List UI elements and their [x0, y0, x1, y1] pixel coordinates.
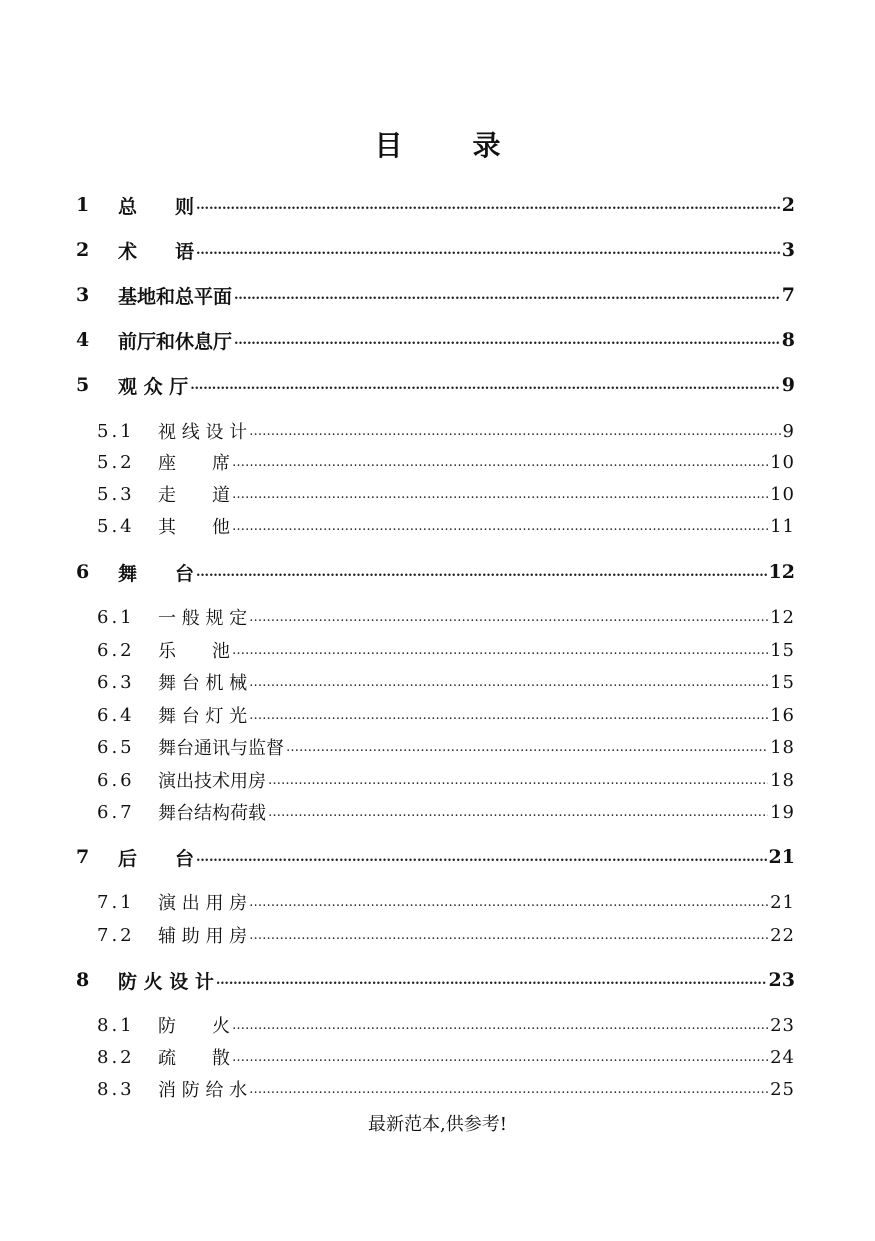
toc-entry-page: 24	[770, 1046, 795, 1068]
toc-entry-number: 6.1	[97, 606, 135, 628]
toc-section-row[interactable]	[0, 667, 875, 697]
page-title-right: 录	[472, 129, 501, 162]
toc-leader-dots	[216, 973, 767, 988]
toc-section-row[interactable]	[0, 1042, 875, 1072]
toc-entry-page: 15	[770, 671, 795, 693]
toc-section-row[interactable]	[0, 602, 875, 632]
toc-entry-number: 7.2	[97, 924, 135, 946]
toc-entry-number: 6.5	[97, 736, 135, 758]
toc-entry-number: 2	[76, 239, 90, 261]
page-title-left: 目	[374, 129, 403, 162]
toc-section-row[interactable]	[0, 635, 875, 665]
toc-entry-title: 演出技术用房	[158, 771, 266, 792]
toc-section-row[interactable]	[0, 765, 875, 795]
toc-entry-page: 23	[768, 969, 795, 991]
toc-entry-number: 8	[76, 969, 90, 991]
toc-entry-title: 舞 台 灯 光	[158, 706, 248, 727]
toc-entry-title: 其 他	[158, 517, 230, 538]
toc-leader-dots	[196, 243, 780, 258]
toc-entry-title: 疏 散	[158, 1048, 230, 1069]
toc-entry-title: 座 席	[158, 453, 230, 474]
toc-entry-page: 9	[782, 420, 795, 442]
toc-section-row[interactable]	[0, 1074, 875, 1104]
toc-entry-title: 基地和总平面	[118, 285, 233, 308]
toc-leader-dots	[249, 610, 768, 625]
toc-entry-page: 22	[770, 924, 795, 946]
toc-chapter-row[interactable]	[0, 325, 875, 355]
toc-entry-page: 21	[770, 891, 795, 913]
toc-entry-page: 12	[768, 561, 795, 583]
toc-entry-page: 11	[770, 515, 795, 537]
toc-entry-page: 9	[781, 374, 795, 396]
toc-entry-title: 演 出 用 房	[158, 893, 248, 914]
toc-entry-number: 5.2	[97, 451, 135, 473]
toc-leader-dots	[196, 850, 767, 865]
toc-entry-title: 乐 池	[158, 641, 230, 662]
toc-entry-title: 一 般 规 定	[158, 608, 248, 629]
toc-leader-dots	[249, 895, 768, 910]
toc-section-row[interactable]	[0, 700, 875, 730]
toc-chapter-row[interactable]	[0, 965, 875, 995]
toc-entry-number: 7.1	[97, 891, 135, 913]
toc-entry-page: 15	[770, 639, 795, 661]
toc-entry-page: 21	[768, 846, 795, 868]
toc-leader-dots	[234, 333, 780, 348]
toc-entry-number: 7	[76, 846, 90, 868]
toc-leader-dots	[232, 1050, 768, 1065]
toc-leader-dots	[232, 519, 768, 534]
toc-chapter-row[interactable]	[0, 842, 875, 872]
toc-leader-dots	[196, 565, 767, 580]
toc-entry-number: 6.4	[97, 704, 135, 726]
toc-section-row[interactable]	[0, 479, 875, 509]
toc-entry-number: 8.2	[97, 1046, 135, 1068]
page-title	[0, 122, 875, 166]
toc-leader-dots	[232, 1018, 768, 1033]
toc-entry-title: 防 火 设 计	[118, 970, 214, 993]
toc-entry-page: 10	[770, 451, 795, 473]
toc-section-row[interactable]	[0, 511, 875, 541]
toc-leader-dots	[249, 928, 768, 943]
toc-section-row[interactable]	[0, 732, 875, 762]
toc-leader-dots	[232, 643, 768, 658]
toc-leader-dots	[249, 1082, 768, 1097]
toc-entry-page: 10	[770, 483, 795, 505]
toc-entry-number: 6.3	[97, 671, 135, 693]
toc-leader-dots	[232, 487, 768, 502]
toc-entry-title: 舞 台	[118, 562, 195, 585]
toc-section-row[interactable]	[0, 920, 875, 950]
toc-entry-number: 5.4	[97, 515, 135, 537]
toc-chapter-row[interactable]	[0, 557, 875, 587]
toc-section-row[interactable]	[0, 797, 875, 827]
toc-entry-title: 舞台通讯与监督	[158, 738, 284, 759]
toc-entry-page: 25	[770, 1078, 795, 1100]
toc-entry-title: 防 火	[158, 1016, 230, 1037]
toc-chapter-row[interactable]	[0, 190, 875, 220]
toc-entry-title: 舞台结构荷载	[158, 803, 266, 824]
toc-entry-number: 5	[76, 374, 90, 396]
toc-leader-dots	[232, 455, 768, 470]
toc-leader-dots	[249, 708, 768, 723]
toc-leader-dots	[268, 805, 768, 820]
toc-leader-dots	[286, 740, 768, 755]
toc-entry-title: 前厅和休息厅	[118, 330, 233, 353]
toc-entry-page: 2	[781, 194, 795, 216]
footer-note: 最新范本,供参考!	[368, 1114, 507, 1135]
toc-leader-dots	[190, 378, 780, 393]
toc-entry-number: 6	[76, 561, 90, 583]
toc-entry-number: 3	[76, 284, 90, 306]
toc-entry-page: 19	[770, 801, 795, 823]
toc-section-row[interactable]	[0, 1010, 875, 1040]
toc-leader-dots	[234, 288, 780, 303]
toc-entry-title: 术 语	[118, 240, 195, 263]
toc-entry-page: 18	[770, 769, 795, 791]
toc-entry-number: 6.7	[97, 801, 135, 823]
toc-entry-number: 5.3	[97, 483, 135, 505]
toc-entry-page: 7	[781, 284, 795, 306]
toc-leader-dots	[268, 773, 768, 788]
toc-entry-number: 1	[76, 194, 90, 216]
toc-chapter-row[interactable]	[0, 370, 875, 400]
toc-entry-title: 总 则	[118, 195, 195, 218]
toc-entry-title: 视 线 设 计	[158, 422, 248, 443]
toc-chapter-row[interactable]	[0, 280, 875, 310]
toc-leader-dots	[196, 198, 780, 213]
toc-entry-title: 舞 台 机 械	[158, 673, 248, 694]
toc-entry-number: 8.1	[97, 1014, 135, 1036]
toc-entry-title: 消 防 给 水	[158, 1080, 248, 1101]
toc-entry-number: 5.1	[97, 420, 135, 442]
toc-section-row[interactable]	[0, 447, 875, 477]
toc-section-row[interactable]	[0, 887, 875, 917]
toc-entry-number: 6.2	[97, 639, 135, 661]
toc-entry-number: 6.6	[97, 769, 135, 791]
toc-entry-page: 3	[781, 239, 795, 261]
toc-entry-title: 观 众 厅	[118, 375, 189, 398]
toc-entry-title: 辅 助 用 房	[158, 926, 248, 947]
toc-leader-dots	[249, 675, 768, 690]
toc-entry-title: 走 道	[158, 485, 230, 506]
toc-chapter-row[interactable]	[0, 235, 875, 265]
toc-leader-dots	[249, 424, 780, 439]
toc-section-row[interactable]	[0, 416, 875, 446]
toc-entry-page: 8	[781, 329, 795, 351]
toc-entry-title: 后 台	[118, 847, 195, 870]
toc-entry-number: 4	[76, 329, 90, 351]
toc-entry-page: 16	[770, 704, 795, 726]
toc-entry-page: 18	[770, 736, 795, 758]
toc-entry-page: 12	[770, 606, 795, 628]
toc-entry-page: 23	[770, 1014, 795, 1036]
toc-entry-number: 8.3	[97, 1078, 135, 1100]
